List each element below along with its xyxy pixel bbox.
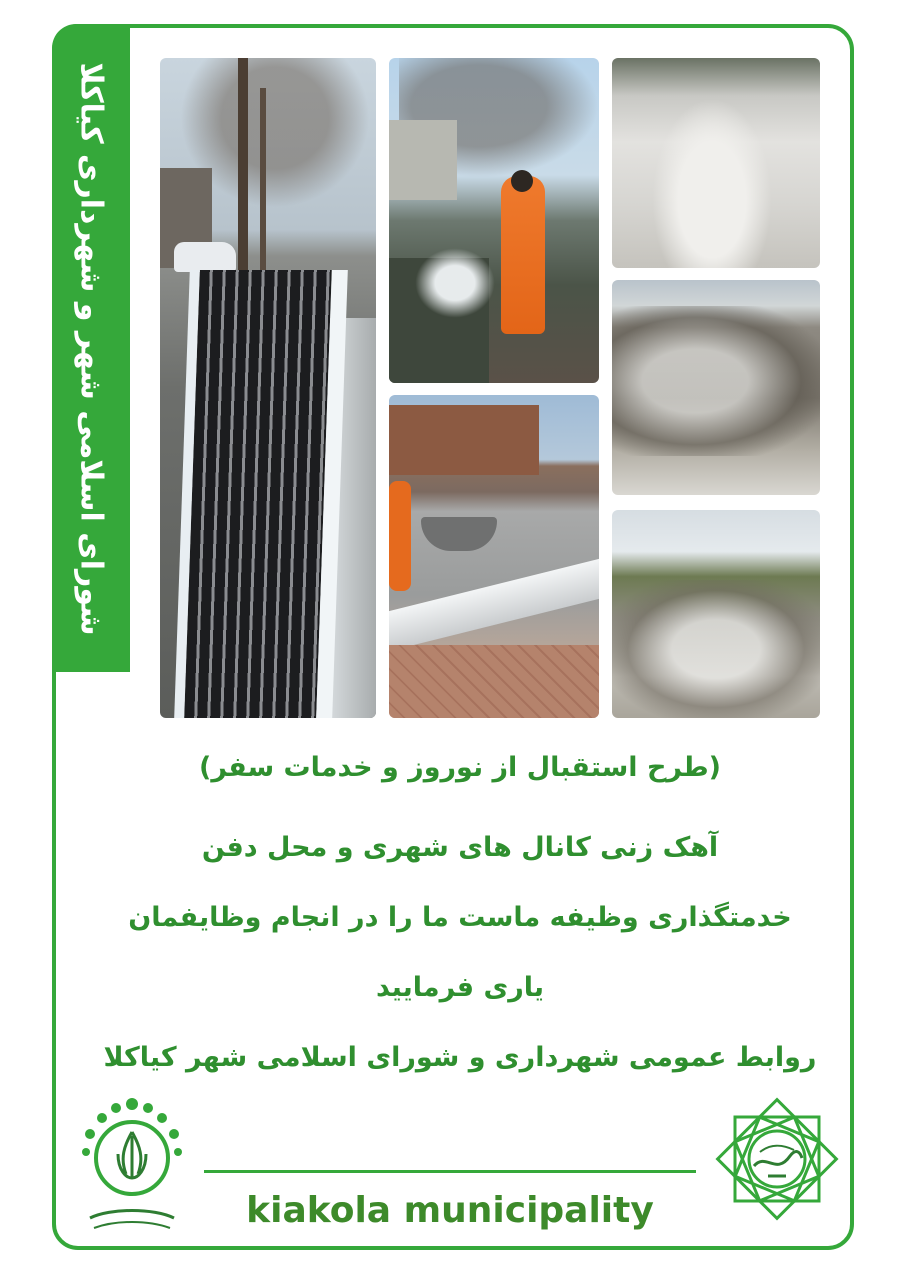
photo-drainage-grate	[160, 58, 376, 718]
caption-line-3: خدمتگذاری وظیفه ماست ما را در انجام وظایفمان	[128, 902, 792, 933]
photo-lime-path	[612, 58, 820, 268]
caption-line-5: روابط عمومی شهرداری و شورای اسلامی شهر کیاکلا	[103, 1042, 817, 1073]
side-banner-title: شورای اسلامی شهر و شهرداری کیاکلا	[73, 62, 109, 636]
photo-burial-site	[612, 510, 820, 718]
photo-worker-spraying	[389, 58, 599, 383]
side-banner	[52, 24, 130, 672]
city-council-emblem-icon	[76, 1096, 188, 1236]
photo-waste-heap	[612, 280, 820, 495]
footer-divider	[204, 1170, 696, 1173]
caption-line-4: یاری فرمایید	[375, 972, 545, 1003]
footer-municipality-name: kiakola municipality	[246, 1190, 654, 1231]
caption-line-1: (طرح استقبال از نوروز و خدمات سفر)	[199, 752, 721, 783]
photo-worker-wheelbarrow	[389, 395, 599, 718]
caption-line-2: آهک زنی کانال های شهری و محل دفن	[201, 832, 719, 863]
municipality-star-emblem-icon	[710, 1092, 844, 1226]
